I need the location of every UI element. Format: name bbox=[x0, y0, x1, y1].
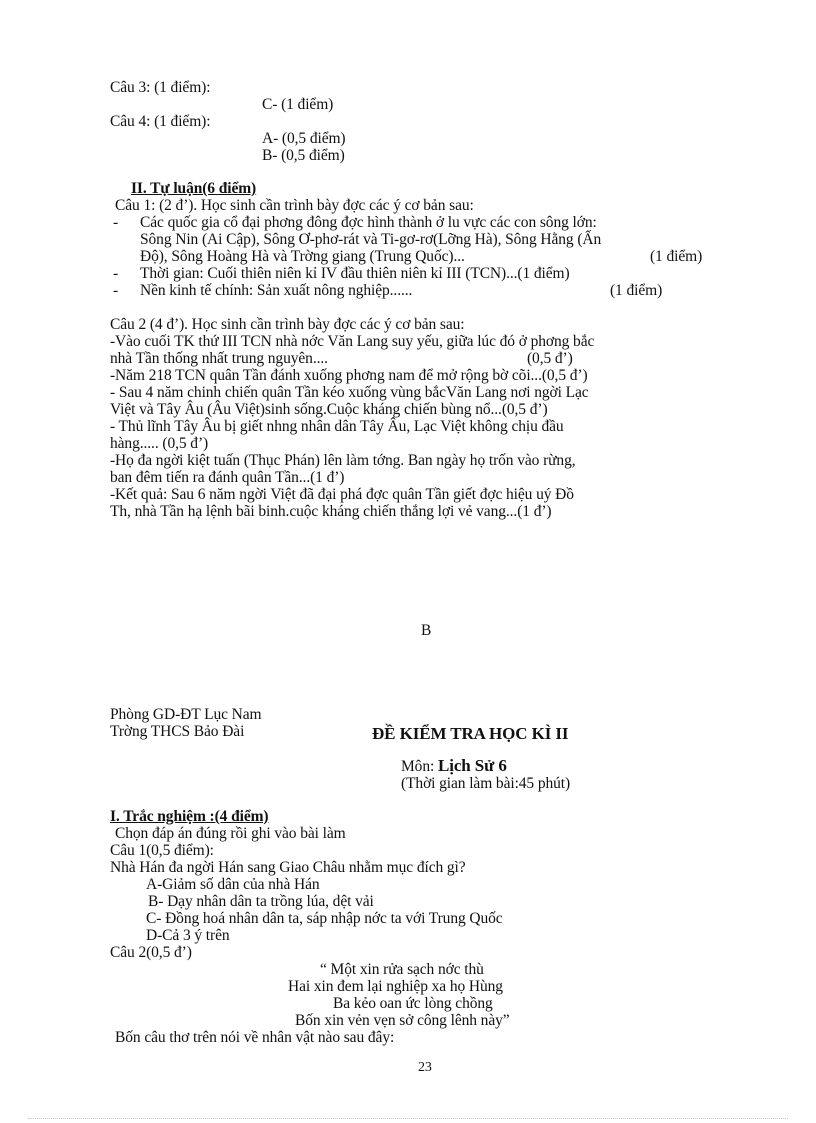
essay-q2-line7: hàng..... (0,5 đ’) bbox=[110, 435, 209, 452]
question1-option-a: A-Giảm số dân của nhà Hán bbox=[146, 876, 320, 893]
essay-q2-line11: Th, nhà Tần hạ lệnh bãi binh.cuộc kháng chiến thắng lợi vẻ vang...(1 đ’) bbox=[110, 503, 552, 520]
essay-q1-point1-line1: Các quốc gia cổ đại phơng đông đợc hình thành ở lu vực các con sông lớn: bbox=[140, 214, 597, 231]
essay-q1-point2: Thời gian: Cuối thiên niên kỉ IV đầu thiên niên kỉ III (TCN)...(1 điểm) bbox=[140, 265, 570, 282]
bullet-dash: - bbox=[113, 282, 119, 299]
essay-q2-line5: Việt và Tây Âu (Âu Việt)sinh sống.Cuộc kháng chiến bùng nổ...(0,5 đ’) bbox=[110, 401, 548, 418]
question2-text: Bốn câu thơ trên nói về nhân vật nào sau đây: bbox=[115, 1029, 395, 1046]
subject-label: Môn: bbox=[401, 758, 438, 775]
school-name: Trờng THCS Bảo Đài bbox=[110, 723, 245, 740]
poem-line-3: Ba kẻo oan ức lòng chồng bbox=[333, 995, 493, 1012]
essay-q2-line2-score: (0,5 đ’) bbox=[527, 350, 573, 367]
page-bottom-rule bbox=[28, 1118, 788, 1119]
essay-q2-line8: -Họ đa ngời kiệt tuấn (Thục Phán) lên làm tớng. Ban ngày họ trốn vào rừng, bbox=[110, 452, 576, 469]
section-essay-title: II. Tự luận(6 điểm) bbox=[131, 180, 257, 197]
exam-title: ĐỀ KIỂM TRA HỌC KÌ II bbox=[372, 724, 569, 743]
essay-q1-point1-line2: Sông Nin (Ai Cập), Sông Ơ-phơ-rát và Ti-gơ-rơ(Lỡng Hà), Sông Hằng (Ấn bbox=[140, 231, 602, 248]
question1-option-b: B- Dạy nhân dân ta trồng lúa, dệt vải bbox=[148, 893, 374, 910]
question2-label: Câu 2(0,5 đ’) bbox=[110, 944, 192, 961]
essay-q2-line2: nhà Tần thống nhất trung nguyên.... bbox=[110, 350, 328, 367]
subject-name: Lịch Sử 6 bbox=[437, 756, 507, 775]
department-name: Phòng GD-ĐT Lục Nam bbox=[110, 706, 262, 723]
subject-line bbox=[401, 757, 507, 775]
essay-q2-line1: -Vào cuối TK thứ III TCN nhà nớc Văn Lang suy yếu, giữa lúc đó ở phơng bắc bbox=[110, 333, 595, 350]
bullet-dash: - bbox=[113, 265, 119, 282]
essay-q1-point3-score: (1 điểm) bbox=[610, 282, 663, 299]
question1-text: Nhà Hán đa ngời Hán sang Giao Châu nhằm mục đích gì? bbox=[110, 859, 466, 876]
bullet-dash: - bbox=[113, 214, 119, 231]
answer-q4-choice-a: A- (0,5 điểm) bbox=[262, 130, 346, 147]
essay-q1-point1-line3: Độ), Sông Hoàng Hà và Trờng giang (Trung Quốc)... bbox=[140, 248, 465, 265]
essay-q2-line6: - Thủ lĩnh Tây Âu bị giết nhng nhân dân Tây Âu, Lạc Việt không chịu đầu bbox=[110, 418, 564, 435]
answer-q4-choice-b: B- (0,5 điểm) bbox=[262, 147, 345, 164]
essay-q1-point1-score: (1 điểm) bbox=[650, 248, 703, 265]
essay-q1-point3: Nền kinh tế chính: Sản xuất nông nghiệp...... bbox=[140, 282, 413, 299]
page-number: 23 bbox=[418, 1060, 432, 1075]
question1-label: Câu 1(0,5 điểm): bbox=[110, 842, 214, 859]
exam-duration: (Thời gian làm bài:45 phút) bbox=[401, 775, 571, 792]
essay-q2-intro: Câu 2 (4 đ’). Học sinh cần trình bày đợc các ý cơ bản sau: bbox=[110, 316, 465, 333]
poem-line-1: “ Một xin rửa sạch nớc thù bbox=[320, 961, 484, 978]
essay-q2-line10: -Kết quả: Sau 6 năm ngời Việt đã đại phá đợc quân Tần giết đợc hiệu uý Đồ bbox=[110, 486, 574, 503]
answer-q3-label: Câu 3: (1 điểm): bbox=[110, 79, 211, 96]
part1-title: I. Trắc nghiệm :(4 điểm) bbox=[110, 808, 269, 825]
answer-q3-choice: C- (1 điểm) bbox=[262, 96, 334, 113]
essay-q2-line9: ban đêm tiến ra đánh quân Tần...(1 đ’) bbox=[110, 469, 345, 486]
question1-option-d: D-Cả 3 ý trên bbox=[146, 927, 230, 944]
section-separator: B bbox=[421, 622, 432, 639]
poem-line-4: Bốn xin vẻn vẹn sở công lênh này” bbox=[295, 1012, 510, 1029]
poem-line-2: Hai xin đem lại nghiệp xa họ Hùng bbox=[288, 978, 503, 995]
essay-q1-intro: Câu 1: (2 đ’). Học sinh cần trình bày đợc các ý cơ bản sau: bbox=[115, 197, 474, 214]
question1-option-c: C- Đồng hoá nhân dân ta, sáp nhập nớc ta với Trung Quốc bbox=[146, 910, 503, 927]
essay-q2-line4: - Sau 4 năm chinh chiến quân Tần kéo xuống vùng bắcVăn Lang nơi ngời Lạc bbox=[110, 384, 589, 401]
part1-instruction: Chọn đáp án đúng rồi ghi vào bài làm bbox=[115, 825, 346, 842]
essay-q2-line3: -Năm 218 TCN quân Tần đánh xuống phơng nam để mở rộng bờ cõi...(0,5 đ’) bbox=[110, 367, 588, 384]
answer-q4-label: Câu 4: (1 điểm): bbox=[110, 113, 211, 130]
